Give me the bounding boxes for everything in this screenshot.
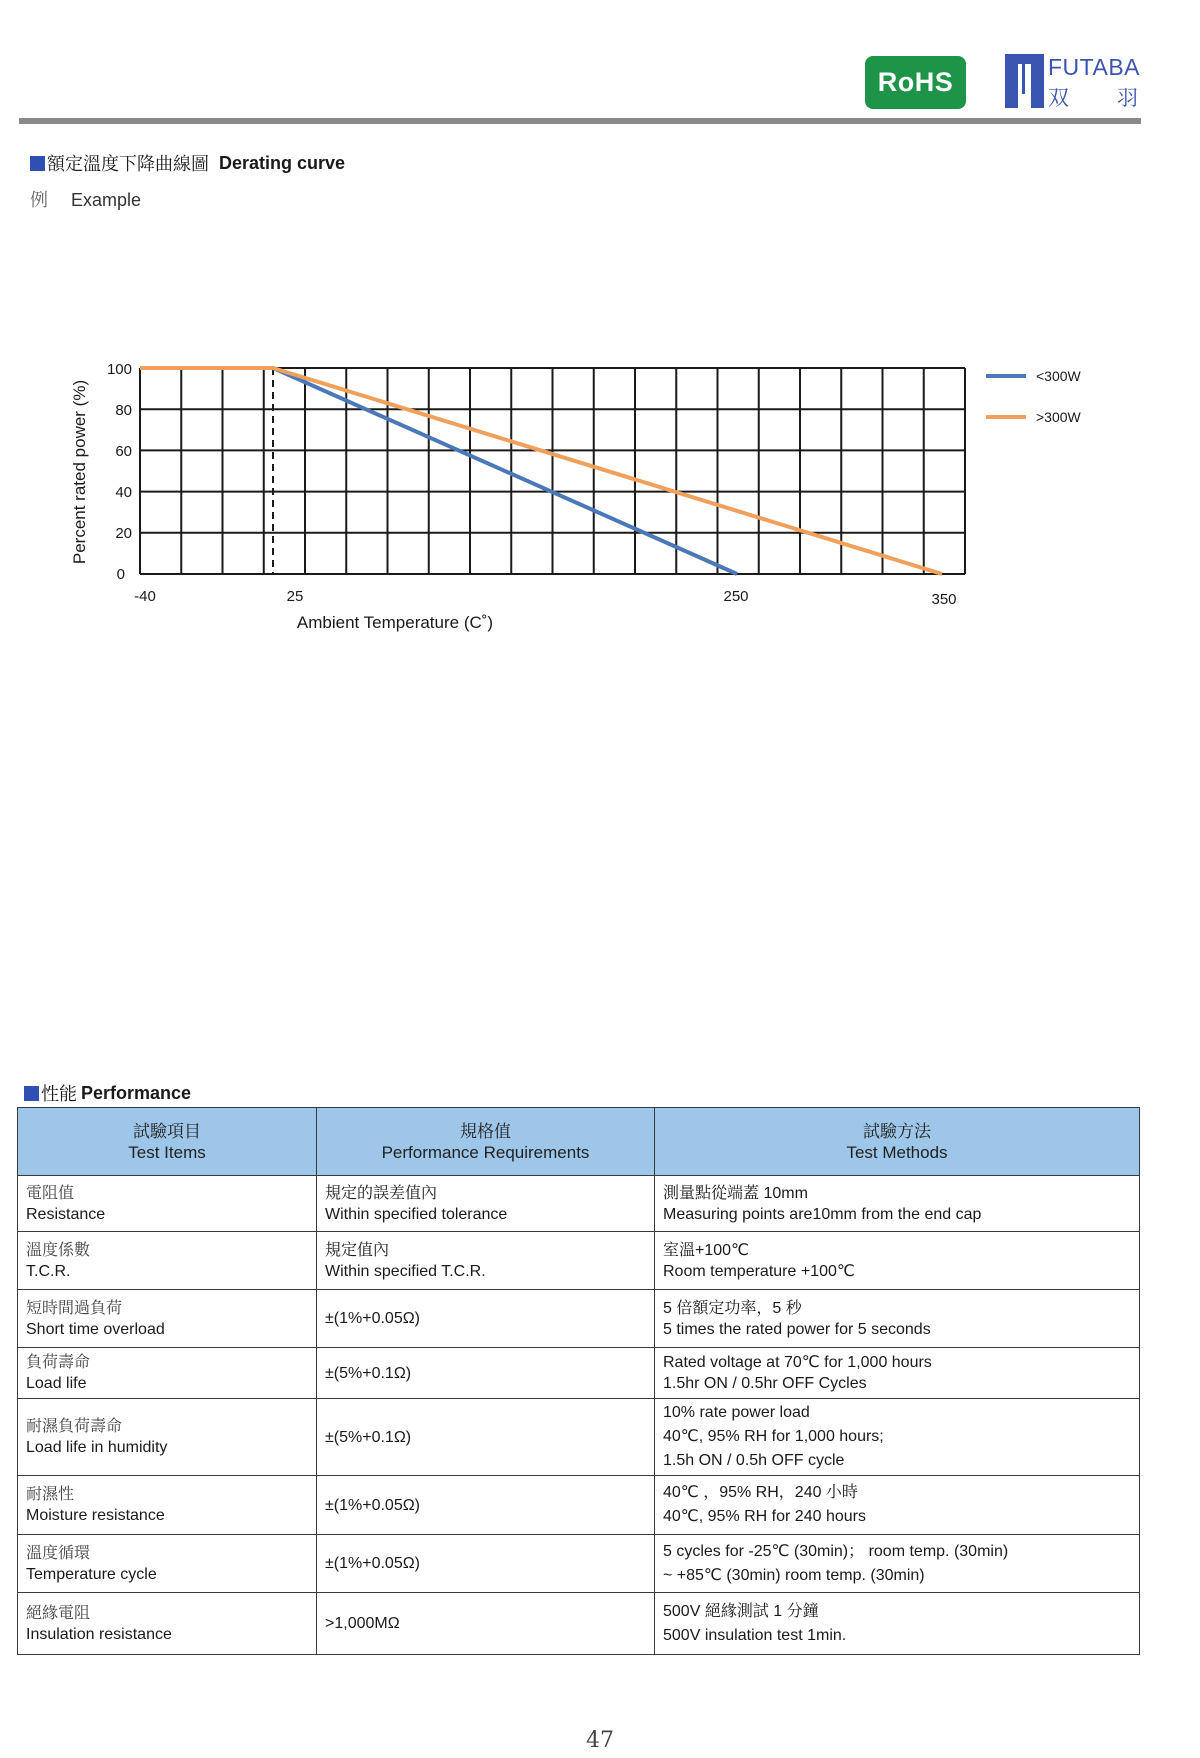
brand-zh-char-1: 双: [1048, 87, 1069, 110]
section-bullet-icon: [24, 1086, 39, 1101]
x-axis-label: Ambient Temperature (C˚): [296, 613, 494, 632]
table-row: [18, 1476, 1140, 1535]
table-row: [18, 1232, 1140, 1290]
cell-requirement: ±(5%+0.1Ω): [317, 1399, 655, 1476]
svg-text:0: 0: [116, 566, 125, 583]
cell-test-item: 溫度係數 T.C.R.: [18, 1232, 317, 1290]
cell-test-method: 室溫+100℃ Room temperature +100℃: [655, 1232, 1140, 1290]
cell-test-method: 5 倍額定功率，5 秒 5 times the rated power for 5 seconds: [655, 1290, 1140, 1348]
table-row: [18, 1593, 1140, 1655]
svg-text:40: 40: [115, 484, 132, 501]
series-line-under-300w: [140, 368, 737, 574]
performance-section-title: [24, 1080, 191, 1106]
cell-requirement: 規定值內 Within specified T.C.R.: [317, 1232, 655, 1290]
x-tick-labels: [134, 588, 956, 608]
performance-title-zh: 性能: [41, 1084, 77, 1104]
table-row: [18, 1348, 1140, 1399]
legend-label-over-300w: >300W: [1036, 409, 1081, 425]
page-number: 47: [586, 1728, 614, 1753]
svg-text:25: 25: [286, 588, 304, 605]
cell-requirement: 規定的誤差值內 Within specified tolerance: [317, 1176, 655, 1232]
column-header-requirements: 規格值 Performance Requirements: [317, 1108, 655, 1176]
y-tick-labels: [107, 361, 132, 583]
chart-legend: [986, 368, 1082, 425]
cell-requirement: ±(1%+0.05Ω): [317, 1535, 655, 1593]
table-header-row: [18, 1108, 1140, 1176]
cell-test-method: 500V 絕緣測試 1 分鐘 500V insulation test 1min.: [655, 1593, 1140, 1655]
cell-requirement: ±(5%+0.1Ω): [317, 1348, 655, 1399]
svg-text:100: 100: [106, 361, 132, 378]
cell-test-item: 負荷壽命 Load life: [18, 1348, 317, 1399]
example-label-en: Example: [71, 190, 142, 210]
table-row: [18, 1176, 1140, 1232]
svg-text:60: 60: [115, 443, 132, 460]
brand-name-en: FUTABA: [1048, 54, 1141, 80]
svg-text:350: 350: [931, 591, 957, 608]
series-line-over-300w: [140, 368, 942, 574]
column-header-test-items: 試驗項目 Test Items: [18, 1108, 317, 1176]
svg-text:80: 80: [115, 402, 132, 419]
legend-label-under-300w: <300W: [1036, 368, 1081, 384]
cell-requirement: ±(1%+0.05Ω): [317, 1476, 655, 1535]
derating-chart: [0, 0, 1200, 700]
table-row: [18, 1399, 1140, 1476]
cell-requirement: ±(1%+0.05Ω): [317, 1290, 655, 1348]
derating-title-zh: 額定溫度下降曲線圖: [47, 154, 209, 174]
column-header-test-methods: 試驗方法 Test Methods: [655, 1108, 1140, 1176]
cell-test-item: 耐濕性 Moisture resistance: [18, 1476, 317, 1535]
cell-requirement: >1,000MΩ: [317, 1593, 655, 1655]
brand-zh-char-2: 羽: [1117, 87, 1138, 110]
cell-test-method: Rated voltage at 70℃ for 1,000 hours 1.5hr ON / 0.5hr OFF Cycles: [655, 1348, 1140, 1399]
table-row: [18, 1290, 1140, 1348]
cell-test-method: 40℃ ，95% RH，240 小時 40℃, 95% RH for 240 hours: [655, 1476, 1140, 1535]
svg-text:250: 250: [723, 588, 749, 605]
cell-test-method: 10% rate power load 40℃, 95% RH for 1,000 hours; 1.5h ON / 0.5h OFF cycle: [655, 1399, 1140, 1476]
svg-text:20: 20: [115, 525, 132, 542]
cell-test-method: 5 cycles for -25℃ (30min)； room temp. (30min) ~ +85℃ (30min) room temp. (30min): [655, 1535, 1140, 1593]
table-row: [18, 1535, 1140, 1593]
rohs-badge: RoHS: [865, 56, 966, 109]
cell-test-item: 絕緣電阻 Insulation resistance: [18, 1593, 317, 1655]
cell-test-item: 短時間過負荷 Short time overload: [18, 1290, 317, 1348]
performance-title-en: Performance: [81, 1082, 192, 1103]
performance-table: [17, 1107, 1140, 1655]
example-label-zh: 例: [30, 190, 48, 210]
derating-title-en: Derating curve: [219, 152, 346, 173]
cell-test-item: 電阻值 Resistance: [18, 1176, 317, 1232]
cell-test-item: 溫度循環 Temperature cycle: [18, 1535, 317, 1593]
svg-text:-40: -40: [134, 588, 156, 605]
cell-test-method: 測量點從端蓋 10mm Measuring points are10mm from the end cap: [655, 1176, 1140, 1232]
cell-test-item: 耐濕負荷壽命 Load life in humidity: [18, 1399, 317, 1476]
y-axis-label: Percent rated power (%): [70, 379, 89, 565]
